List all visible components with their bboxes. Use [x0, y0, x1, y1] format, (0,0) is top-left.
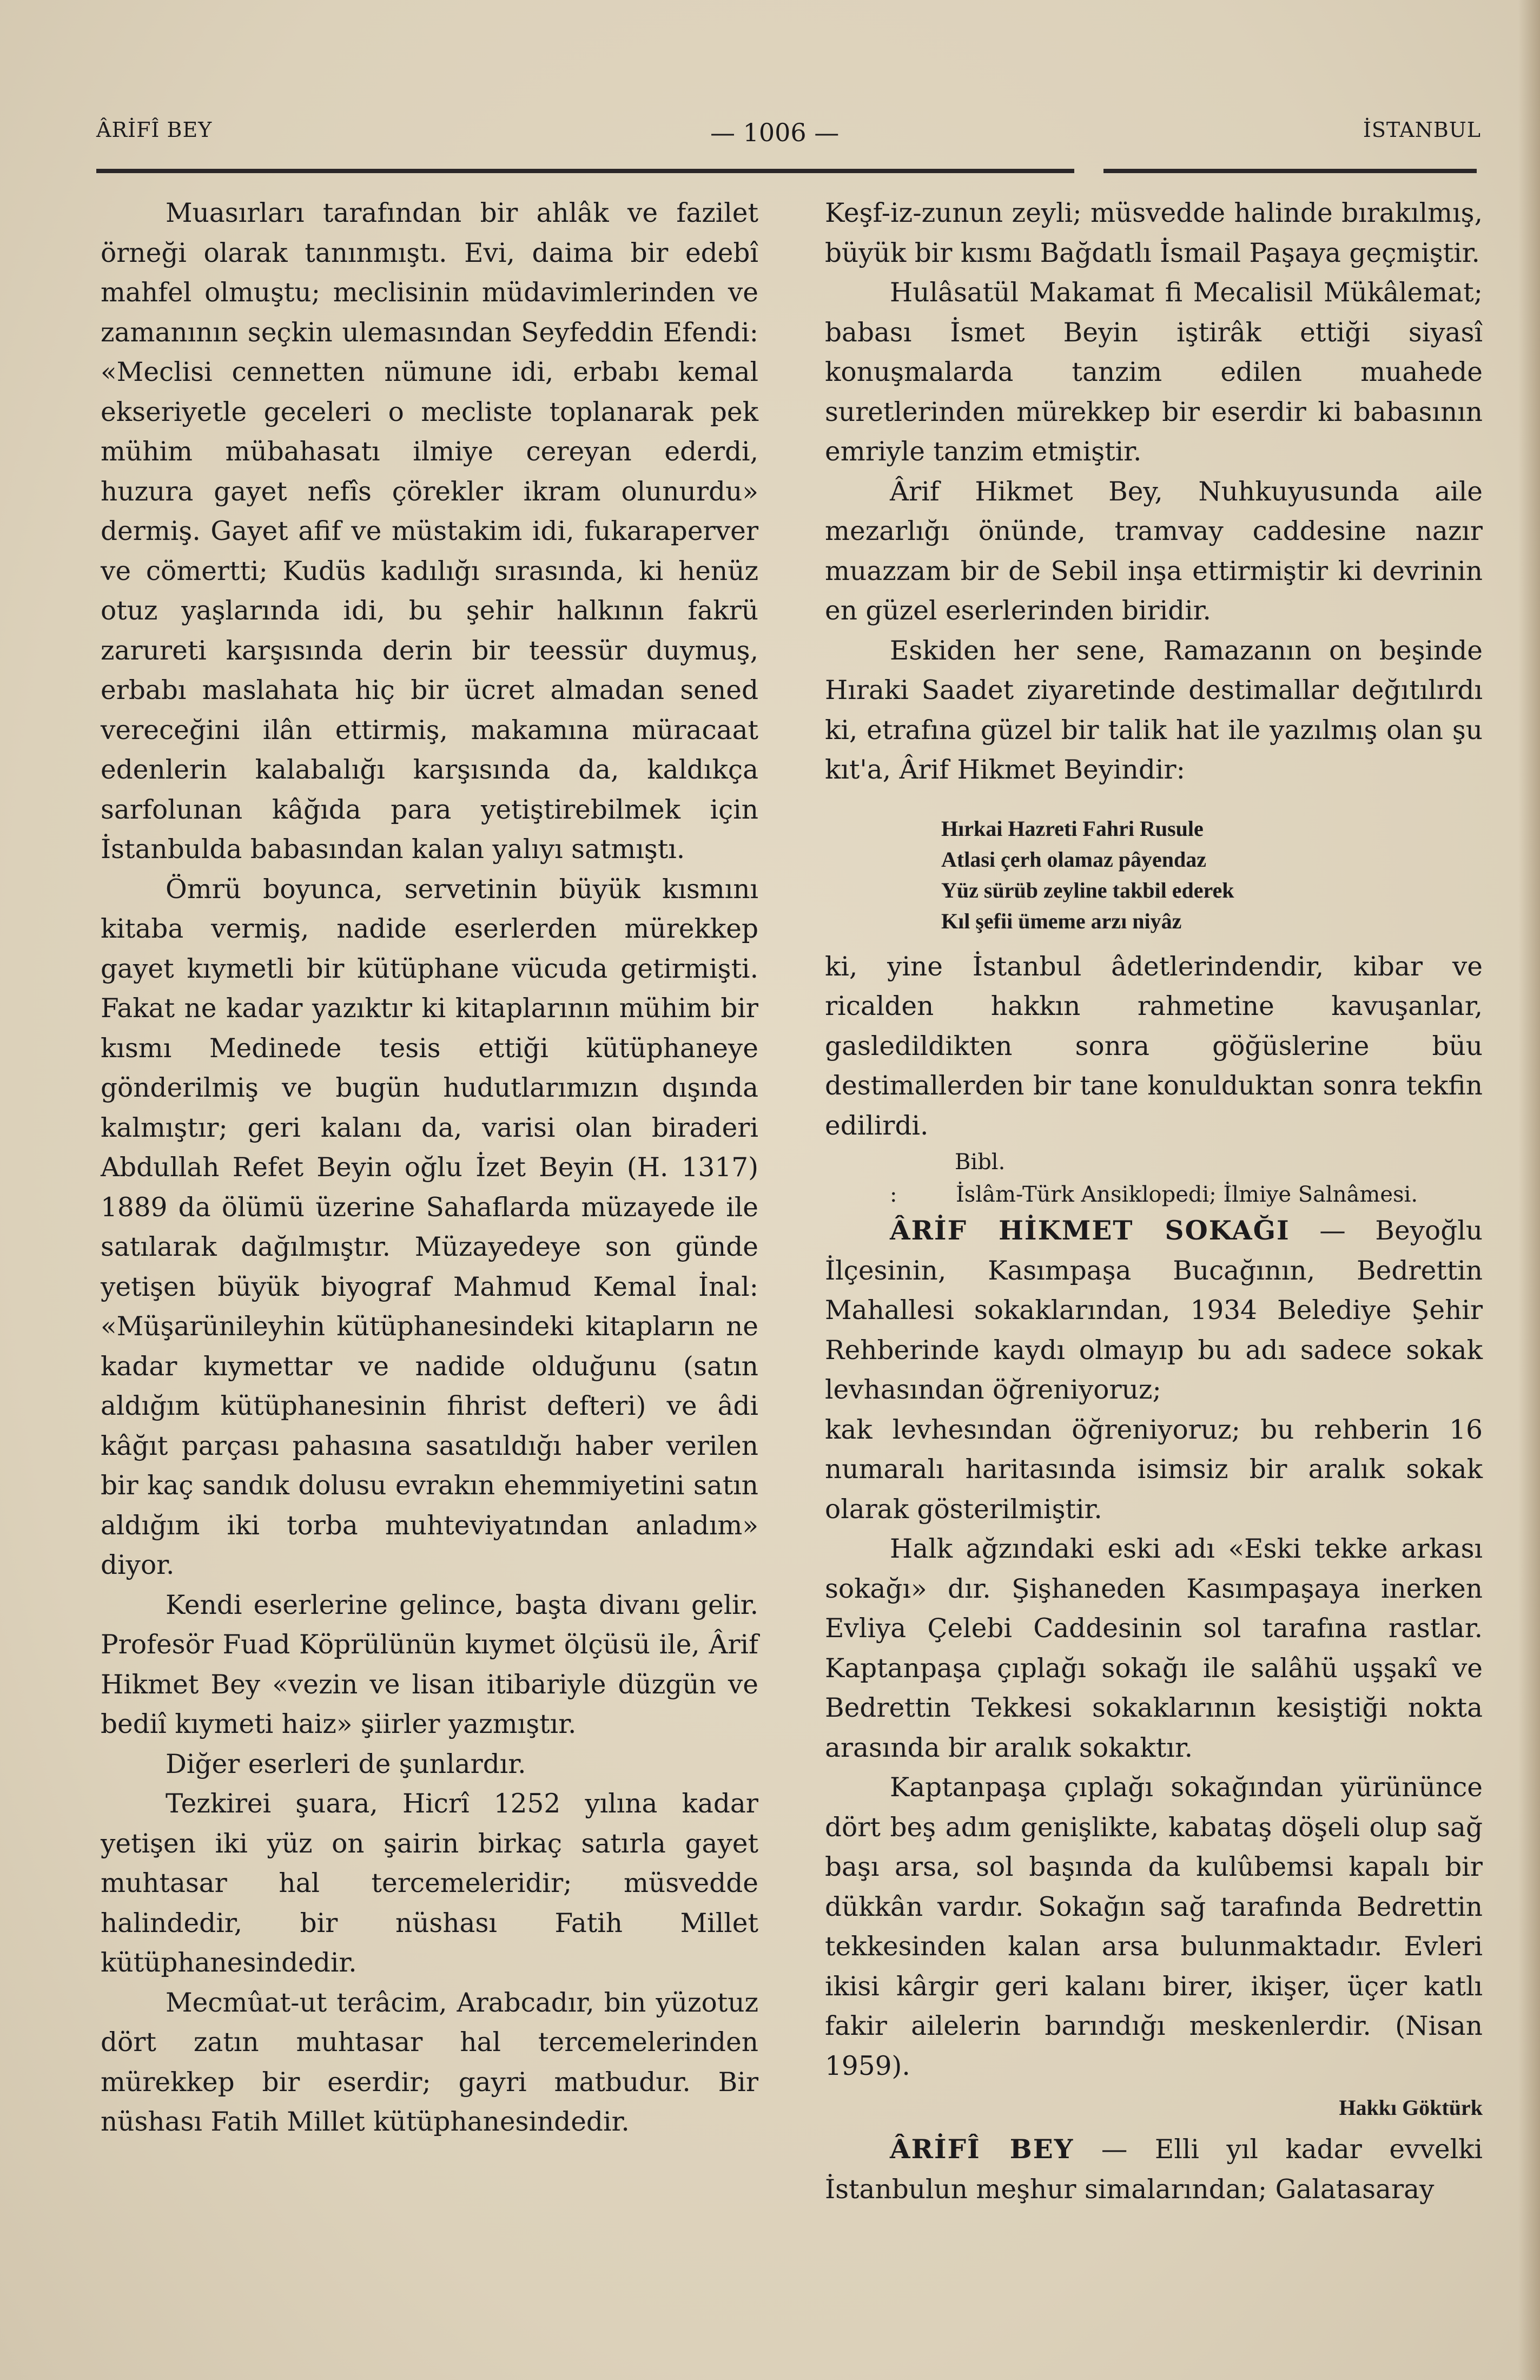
paragraph: Kaptanpaşa çıplağı sokağından yürününce dört beş adım genişlikte, kabataş döşeli olup sağ başı arsa, sol başında da kulûbemsi kapalı bir dükkân vardır. Sokağın sağ tarafında Bedrettin tekkesinden kalan arsa bulunmaktadır. Evleri ikisi kârgir geri kalanı birer, ikişer, üçer katlı fakir ailelerin barındığı meskenlerdir. (Nisan 1959). — [825, 1772, 1483, 2081]
paragraph: Diğer eserleri de şunlardır. — [166, 1749, 526, 1779]
header-left-title: ÂRİFÎ BEY — [96, 118, 213, 142]
paragraph: kak levhesından öğreniyoruz; bu rehberin 16 numaralı haritasında isimsiz bir aralık sokak olarak gösterilmiştir. — [825, 1414, 1483, 1525]
verse-line: Yüz sürüb zeyline takbil ederek — [941, 878, 1234, 902]
author-signature: Hakkı Göktürk — [1339, 2095, 1483, 2120]
entry-paragraph — [825, 1211, 1483, 1410]
entry-title: ÂRİFÎ BEY — [890, 2134, 1074, 2165]
paragraph: Halk ağzındaki eski adı «Eski tekke arkası sokağı» dır. Şişhaneden Kasımpaşaya inerken Evliya Çelebi Caddesinin sol tarafına rastlar. Kaptanpaşa çıplağı sokağı ile salâhü uşşakî ve Bedrettin Tekkesi sokaklarının kesiştiği nokta arasında bir aralık sokaktır. — [825, 1534, 1483, 1763]
bibliography-label: Bibl. : — [890, 1150, 1006, 1207]
entry-title: ÂRİF HİKMET SOKAĞI — [890, 1215, 1290, 1246]
paragraph: Tezkirei şuara, Hicrî 1252 yılına kadar yetişen iki yüz on şairin birkaç satırla gayet muhtasar hal tercemeleridir; müsvedde halindedir, bir nüshası Fatih Millet kütüphanesindedir. — [101, 1789, 758, 1978]
paragraph: Hulâsatül Makamat fi Mecalisil Mükâlemat; babası İsmet Beyin iştirâk ettiği siyasî konuşmalarda tanzim edilen muahede suretlerinden mürekkep bir eserdir ki babasının emriyle tanzim etmiştir. — [825, 278, 1483, 467]
paragraph: Ârif Hikmet Bey, Nuhkuyusunda aile mezarlığı önünde, tramvay caddesine nazır muazzam bir de Sebil inşa ettirmiştir ki devrinin en güzel eserlerinden biridir. — [825, 476, 1483, 626]
paragraph: Kendi eserlerine gelince, başta divanı gelir. Profesör Fuad Köprülünün kıymet ölçüsü ile, Ârif Hikmet Bey «vezin ve lisan itibariyle düzgün ve bediî kıymeti haiz» şiirler yazmıştır. — [101, 1590, 758, 1739]
paragraph: Eskiden her sene, Ramazanın on beşinde Hıraki Saadet ziyaretinde destimallar değıtılırdı ki, etrafına güzel bir talik hat ile yazılmış olan şu kıt'a, Ârif Hikmet Beyindir: — [825, 635, 1483, 785]
entry-text: — Beyoğlu İlçesinin, Kasımpaşa Bucağının, Bedrettin Mahallesi sokaklarından, 1934 Belediye Şehir Rehberinde kaydı olmayıp bu adı sadece sokak levhasından öğreniyoruz; — [825, 1216, 1483, 1405]
paragraph: Mecmûat-ut terâcim, Arabcadır, bin yüzotuz dört zatın muhtasar hal tercemelerinden mürekkep bir eserdir; gayri matbudur. Bir nüshası Fatih Millet kütüphanesindedir. — [101, 1987, 758, 2137]
running-header — [96, 118, 1481, 150]
header-right-title: İSTANBUL — [1363, 118, 1481, 142]
bibliography — [825, 1146, 1483, 1211]
paragraph: ki, yine İstanbul âdetlerindendir, kibar ve ricalden hakkın rahmetine kavuşanlar, gasledildikten sonra göğüslerine büu destimallerden bir tane konulduktan sonra tekfin edilirdi. — [825, 951, 1483, 1141]
header-rule-left — [96, 169, 1074, 173]
right-column — [825, 194, 1483, 2210]
bibliography-text: İslâm-Türk Ansiklopedi; İlmiye Salnâmesi. — [956, 1182, 1418, 1207]
page-number: — 1006 — — [710, 118, 840, 147]
paragraph: Muasırları tarafından bir ahlâk ve fazilet örneği olarak tanınmıştı. Evi, daima bir edebî mahfel olmuştu; meclisinin müdavimlerinden ve zamanının seçkin ulemasından Seyfeddin Efendi: «Meclisi cennetten nümune idi, erbabı kemal ekseriyetle geceleri o mecliste toplanarak pek mühim mübahasatı ilmiye cereyan ederdi, huzura gayet nefîs çörekler ikram olunurdu» dermiş. Gayet afif ve müstakim idi, fukaraperver ve cömertti; Kudüs kadılığı sırasında, ki henüz otuz yaşlarında idi, bu şehir halkının fakrü zarureti karşısında derin bir teessür duymuş, erbabı maslahata hiç bir ücret almadan sened vereceğini ilân ettirmiş, makamına müracaat edenlerin kalabalığı karşısında da, kaldıkça sarfolunan kâğıda para yetiştirebilmek için İstanbulda babasından kalan yalıyı satmıştı. — [101, 198, 758, 865]
page-edge-shadow — [1518, 0, 1540, 2380]
paragraph: Keşf-iz-zunun zeyli; müsvedde halinde bırakılmış, büyük bir kısmı Bağdatlı İsmail Paşaya geçmiştir. — [825, 198, 1483, 268]
verse-line: Atlasi çerh olamaz pâyendaz — [941, 847, 1206, 872]
verse-block — [941, 813, 1483, 937]
entry-text: — Elli yıl kadar evvelki İstanbulun meşhur simalarından; Galatasaray — [825, 2134, 1483, 2205]
verse-line: Kıl şefii ümeme arzı niyâz — [941, 908, 1182, 933]
header-rule-right — [1103, 169, 1477, 173]
verse-line: Hırkai Hazreti Fahri Rusule — [941, 816, 1204, 841]
paragraph: Ömrü boyunca, servetinin büyük kısmını kitaba vermiş, nadide eserlerden mürekkep gayet kıymetli bir kütüphane vücuda getirmişti. Fakat ne kadar yazıktır ki kitaplarının mühim bir kısmı Medinede tesis ettiği kütüphaneye gönderilmiş ve bugün hudutlarımızın dışında kalmıştır; geri kalanı da, varisi olan biraderi Abdullah Refet Beyin oğlu İzet Beyin (H. 1317) 1889 da ölümü üzerine Sahaflarda müzayede ile satılarak dağılmıştır. Müzayedeye son günde yetişen büyük biyograf Mahmud Kemal İnal: «Müşarünileyhin kütüphanesindeki kitapların ne kadar kıymettar ve nadide olduğunu (satın aldığım kütüphanesinin fihrist defteri) ve âdi kâğıt parçası pahasına sasatıldığı haber verilen bir kaç sandık dolusu evrakın ehemmiyetini satın aldığım iki torba muhteviyatından anladım» diyor. — [101, 874, 758, 1580]
left-column — [101, 194, 758, 2142]
entry-paragraph — [825, 2130, 1483, 2210]
